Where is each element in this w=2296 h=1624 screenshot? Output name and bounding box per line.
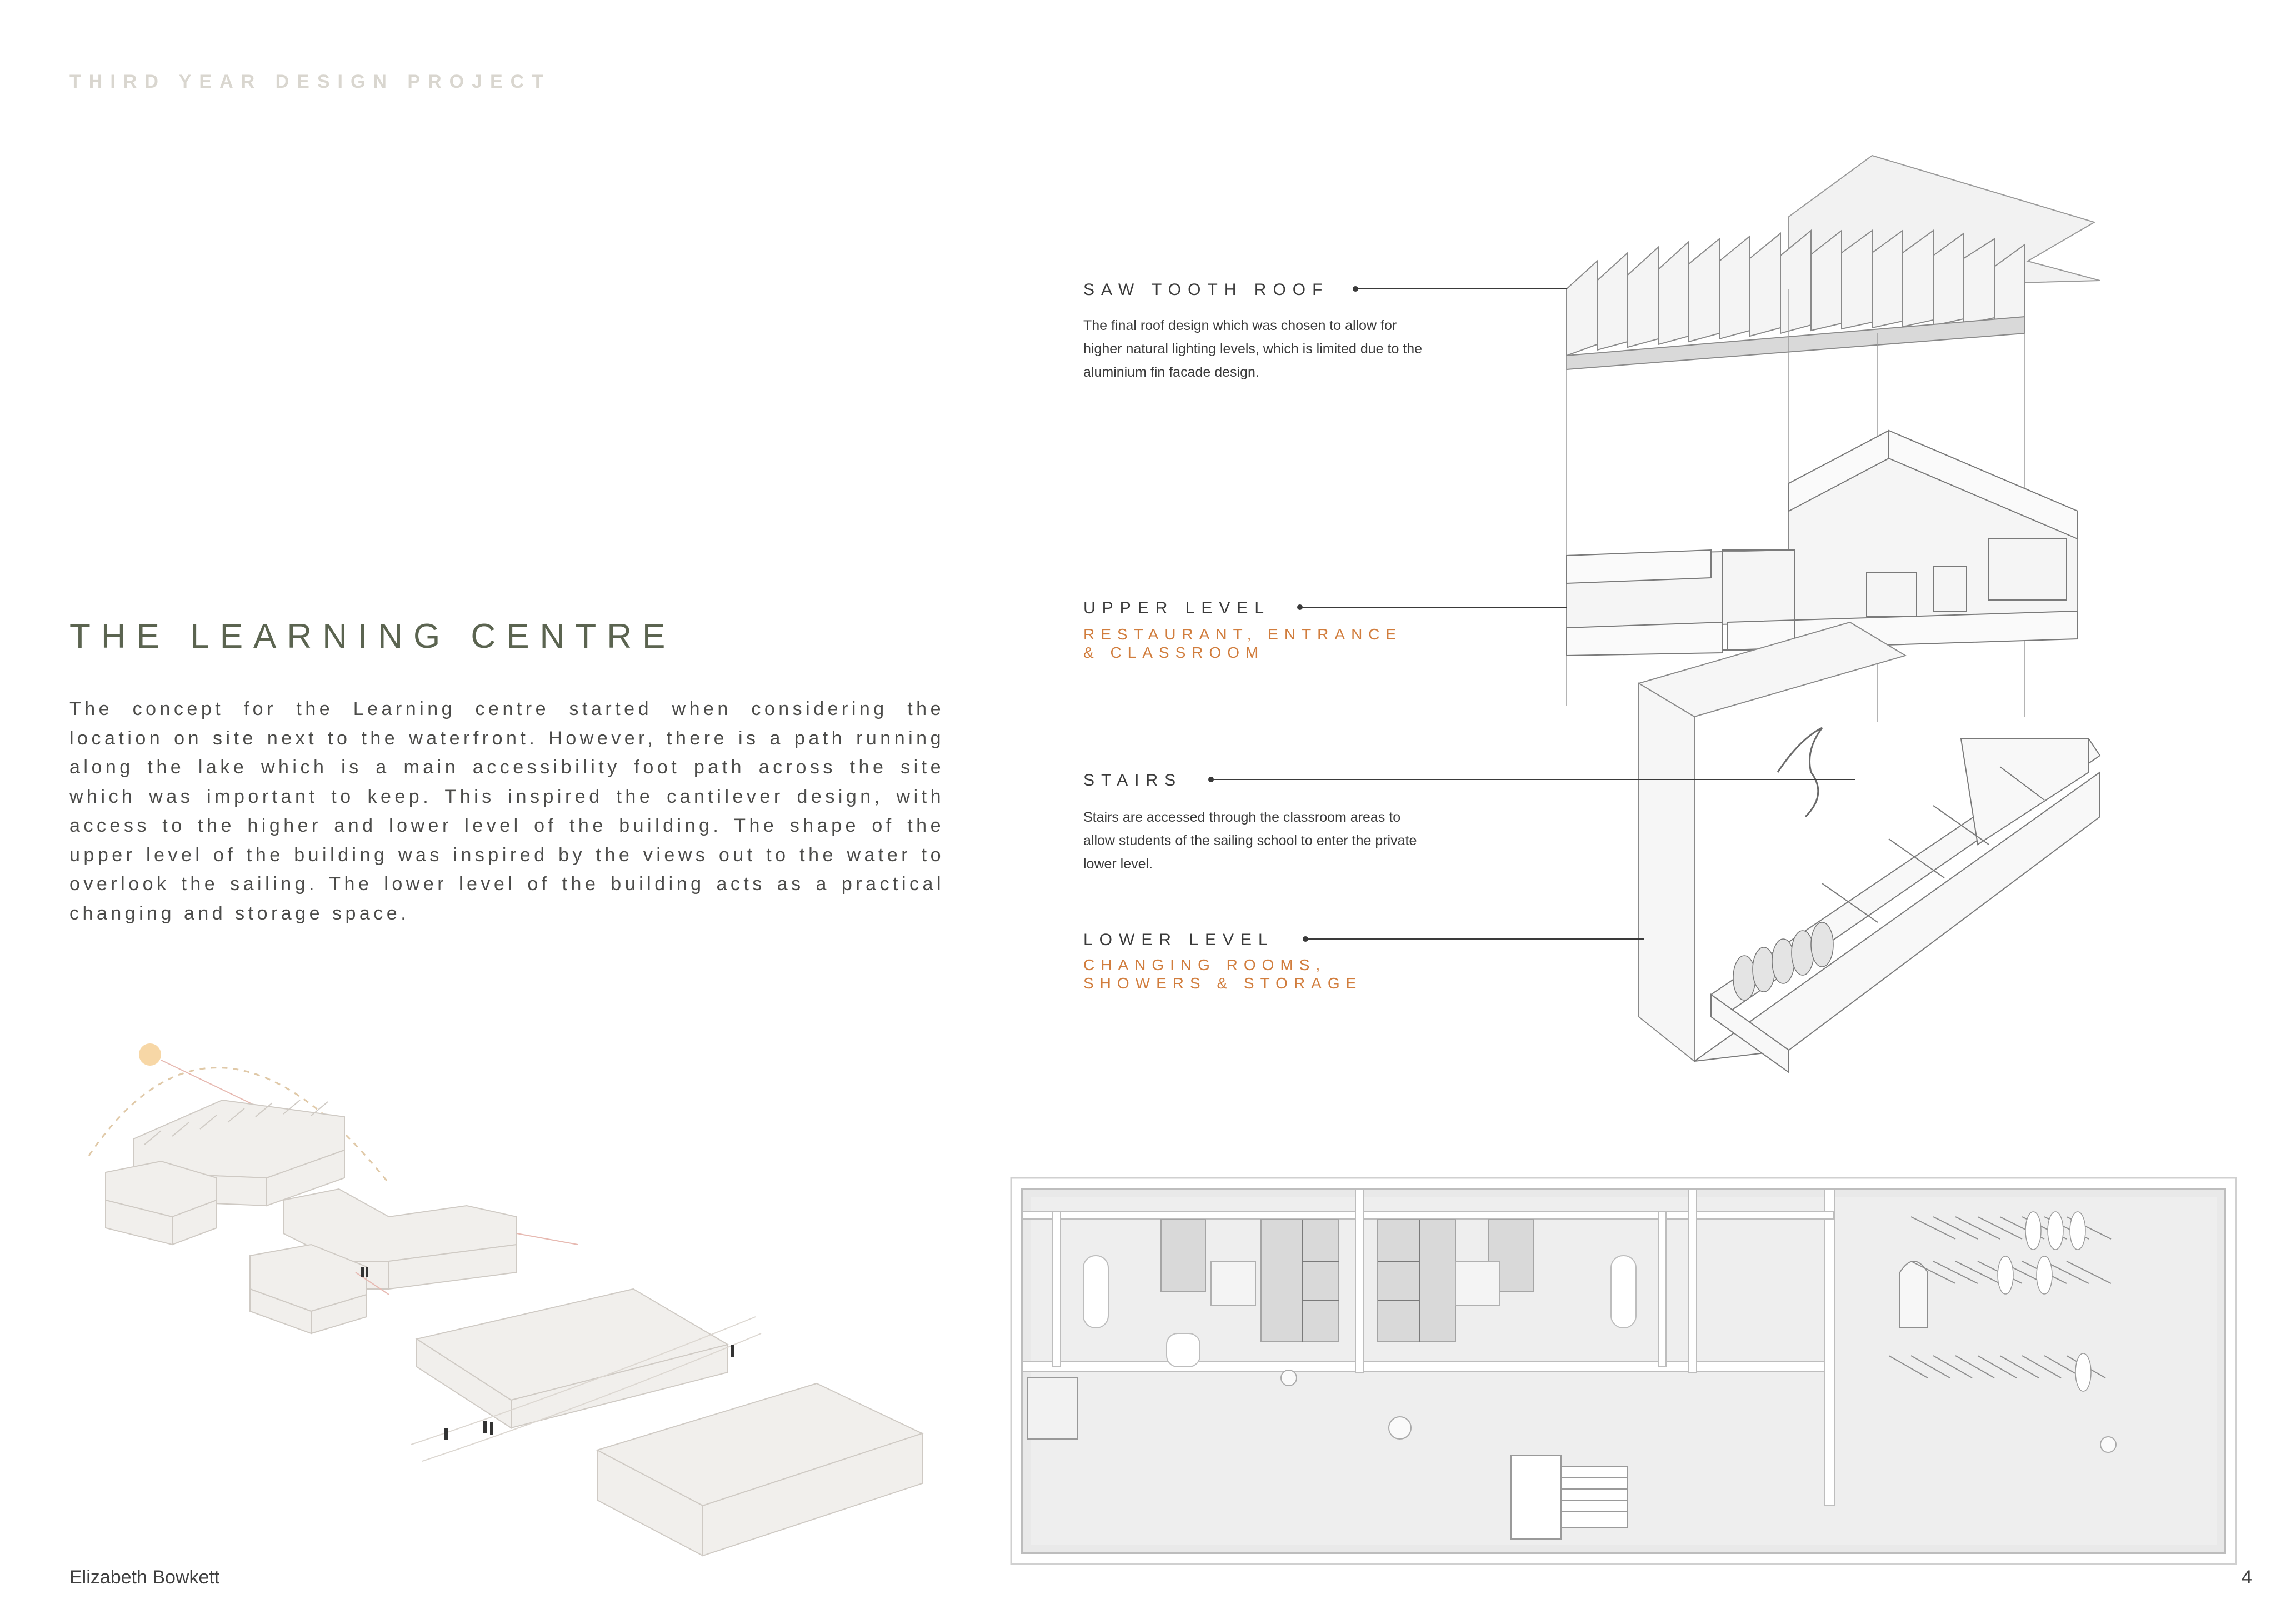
project-header: THIRD YEAR DESIGN PROJECT: [69, 71, 552, 92]
page-number: 4: [2242, 1567, 2252, 1588]
concept-paragraph: The concept for the Learning centre started when considering the location on site next to the waterfront. However, there is a path running along the lake which is a main accessibility foot path across the site which was important to keep. This inspired the cantilever design, with access to the higher and lower level of the building. The shape of the upper level of the building was inspired by the views out to the water to overlook the sailing. The lower level of the building acts as a practical changing and storage space.: [69, 698, 944, 924]
section-title: THE LEARNING CENTRE: [69, 617, 676, 656]
stairs-label: STAIRS: [1083, 771, 1183, 789]
roof-note: The final roof design which was chosen to allow for higher natural lighting levels, which is limited due to the aluminium fin facade design.: [1083, 318, 1423, 380]
roof-label: SAW TOOTH ROOF: [1083, 281, 1329, 299]
floor-plan: [1011, 1178, 2236, 1564]
upper-level-sub: RESTAURANT, ENTRANCE & CLASSROOM: [1083, 626, 1403, 661]
lower-level-label: LOWER LEVEL: [1083, 931, 1274, 949]
lower-level-sub: CHANGING ROOMS, SHOWERS & STORAGE: [1083, 956, 1363, 992]
author-name: Elizabeth Bowkett: [69, 1567, 220, 1588]
stairs-note: Stairs are accessed through the classroom areas to allow students of the sailing school to enter the private lower level.: [1083, 809, 1417, 872]
upper-level-label: UPPER LEVEL: [1083, 599, 1271, 617]
